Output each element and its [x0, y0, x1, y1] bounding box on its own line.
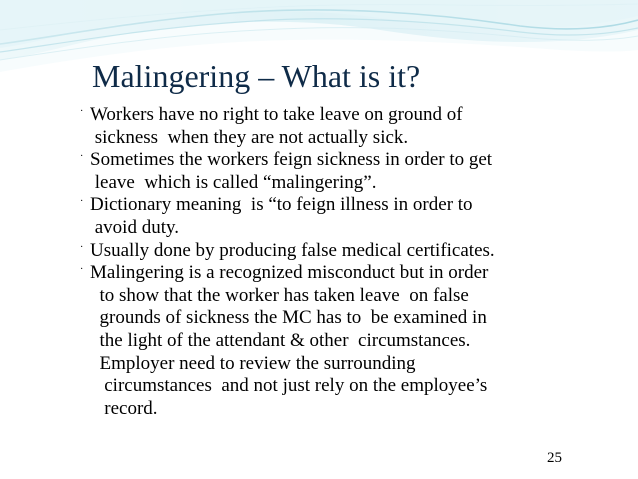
bullet-dot: ·	[80, 196, 84, 208]
bullet-item	[80, 104, 600, 149]
bullet-dot: ·	[80, 264, 84, 276]
bullet-item	[80, 149, 600, 194]
bullet-item	[80, 194, 600, 239]
page-number: 25	[547, 450, 562, 466]
bullet-item	[80, 262, 600, 420]
bullet-dot: ·	[80, 241, 84, 253]
bullet-text: Malingering is a recognized misconduct but in order to show that the worker has taken leave on false grounds of sickness the MC has to be examined in the light of the attendant & other circumstances. Employer need to review the surrounding circumstances and not just rely on the employee’s record.	[90, 262, 489, 419]
bullet-text: Dictionary meaning is “to feign illness in order to avoid duty.	[90, 194, 473, 238]
bullet-dot: ·	[80, 106, 84, 117]
slide-title: Malingering – What is it?	[92, 58, 421, 94]
bullet-text: Sometimes the workers feign sickness in order to get leave which is called “malingering”.	[90, 149, 493, 193]
bullet-item	[80, 240, 600, 263]
bullet-list	[80, 104, 600, 420]
bullet-dot: ·	[80, 151, 84, 163]
bullet-text: Usually done by producing false medical certificates.	[90, 239, 495, 261]
bullet-text: Workers have no right to take leave on ground of sickness when they are not actually sick.	[90, 104, 463, 148]
